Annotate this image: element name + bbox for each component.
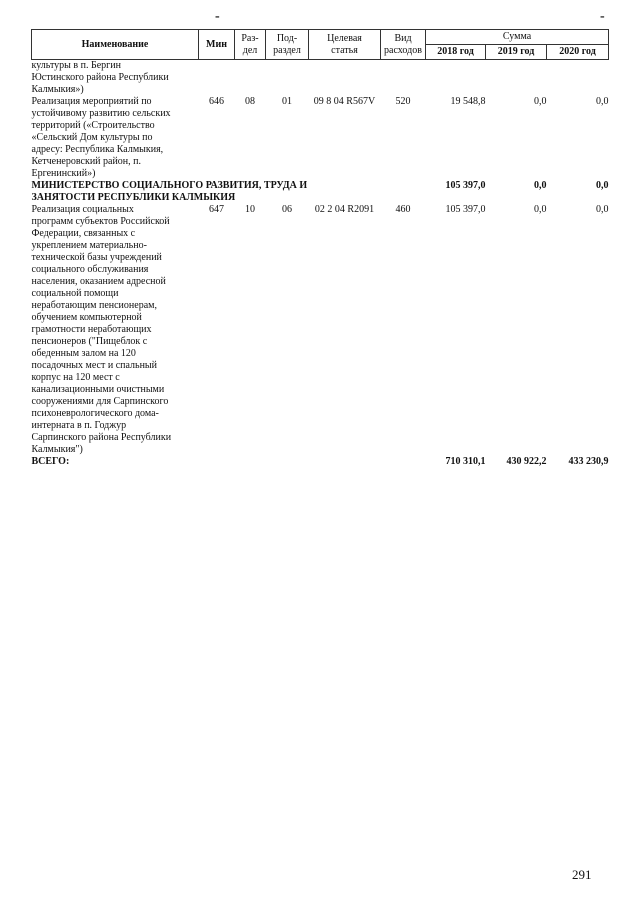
col-header-razdel: Раз- дел [235,30,266,60]
row-sum-2018: 105 397,0 [445,204,486,215]
col-header-sum: Сумма [426,30,609,45]
row-name: Реализация мероприятий по устойчивому развитию сельских территорий («Строительство «Сельский Дом культуры по адресу: Республика Калмыкия, Кетченеровский район, п. Ергенинский») [31,96,171,179]
row-name: Реализация социальных программ субъектов Российской Федерации, связанных с укреплением материально- технической базы учреждений социального обслуживания населения, оказанием адресной социальной помощи неработающим пенсионерам, обучением компьютерной грамотности неработающих пенсионеров ("Пищеблок с обеденным залом на 120 посадочных мест и спальный корпус на 120 мест с канализационными очистными сооружениями для Сарпинского психоневрологического дома- интерната в п. Годжур Сарпинского района Республики Калмыкия") [31,204,172,455]
row-sum-2019: 0,0 [534,96,547,107]
row-sum-2019: 430 922,2 [506,456,547,467]
page-number: 291 [572,867,592,882]
col-header-2020: 2020 год [547,45,609,60]
col-header-name: Наименование [32,30,199,60]
row-sum-2020: 0,0 [596,204,609,215]
col-header-target: Целевая статья [309,30,381,60]
budget-table [31,29,609,468]
row-min: 647 [209,204,224,215]
row-razdel: 10 [245,204,255,215]
table-row [32,204,609,456]
row-sum-2018: 19 548,8 [450,96,486,107]
row-target: 09 8 04 R567V [313,96,376,107]
row-sum-2018 [426,60,486,97]
scan-mark-right: - [600,9,605,24]
row-sum-2020: 0,0 [596,180,609,191]
row-vid: 520 [395,96,411,107]
row-razdel [235,456,266,468]
col-header-2019: 2019 год [486,45,547,60]
row-sum-2019: 0,0 [534,204,547,215]
row-podrazdel: 01 [282,96,292,107]
row-razdel: 08 [245,96,255,107]
row-name: ВСЕГО: [31,456,70,467]
col-header-vid: Вид расходов [381,30,426,60]
table-body [32,60,609,469]
row-name: МИНИСТЕРСТВО СОЦИАЛЬНОГО РАЗВИТИЯ, ТРУДА И ЗАНЯТОСТИ РЕСПУБЛИКИ КАЛМЫКИЯ [31,180,308,203]
col-header-min: Мин [199,30,235,60]
scan-mark-left: - [215,9,220,24]
table-row [32,180,609,204]
col-header-podrazdel: Под- раздел [266,30,309,60]
row-target: 02 2 04 R2091 [314,204,375,215]
row-sum-2019: 0,0 [534,180,547,191]
row-target [309,60,381,97]
col-header-2018: 2018 год [426,45,486,60]
row-name: культуры в п. Бергин Юстинского района Республики Калмыкия») [31,60,169,95]
row-podrazdel [266,60,309,97]
row-vid [381,60,426,97]
row-sum-2018: 710 310,1 [445,456,486,467]
table-row [32,96,609,180]
row-podrazdel: 06 [282,204,292,215]
row-sum-2019 [486,60,547,97]
row-min: 646 [209,96,224,107]
table-row [32,60,609,97]
row-min [199,456,235,468]
row-sum-2020: 0,0 [596,96,609,107]
row-vid [381,456,426,468]
row-sum-2020: 433 230,9 [568,456,609,467]
row-sum-2020 [547,60,609,97]
row-sum-2018: 105 397,0 [445,180,486,191]
row-target [309,456,381,468]
row-min [199,60,235,97]
table-row [32,456,609,468]
row-vid: 460 [395,204,411,215]
row-razdel [235,60,266,97]
row-podrazdel [266,456,309,468]
